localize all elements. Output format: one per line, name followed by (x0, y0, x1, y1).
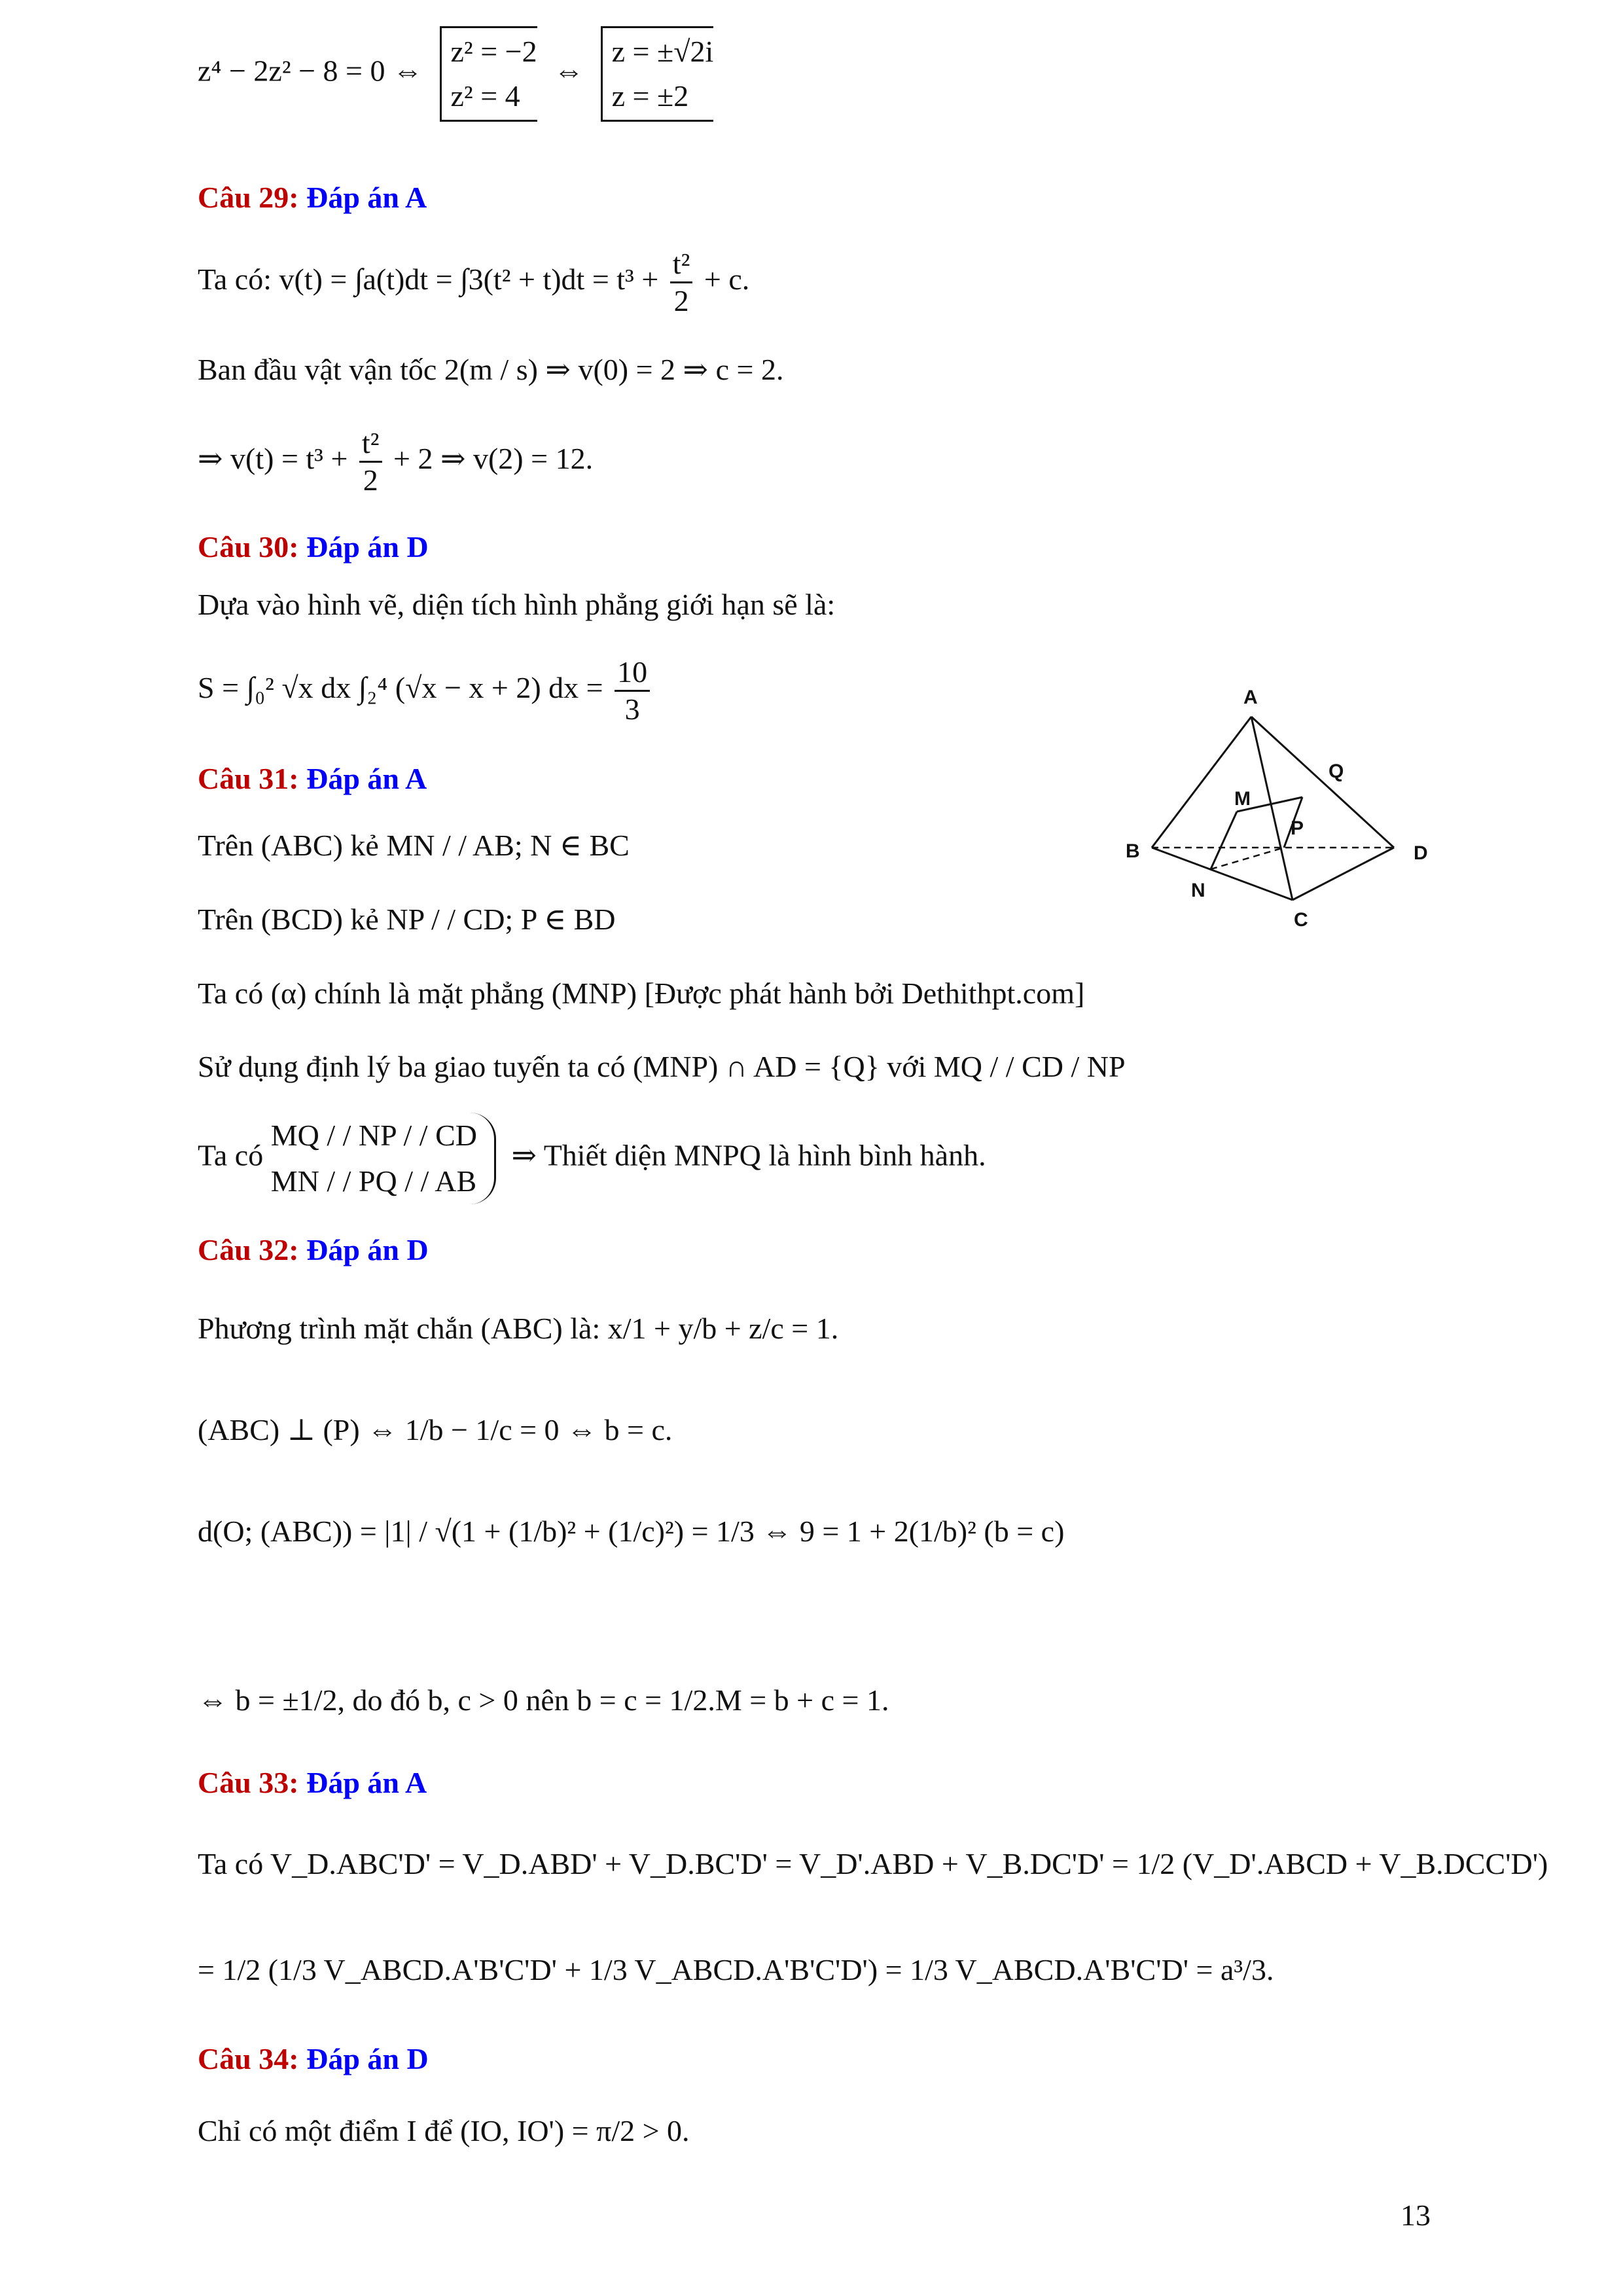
frac-num: t² (670, 246, 693, 283)
heading-q30 (198, 528, 429, 567)
q30-l2-text: S = ∫₀² √x dx ∫₂⁴ (√x − x + 2) dx = (198, 671, 603, 705)
heading-q32 (198, 1230, 429, 1270)
q32-line3: d(O; (ABC)) = |1| / √(1 + (1/b)² + (1/c)²) = 1/3 ⇔ 9 = 1 + 2(1/b)² (b = c) (198, 1515, 1065, 1548)
q29-answer: Đáp án A (306, 181, 427, 214)
q29-line3 (198, 425, 593, 498)
eq-sys2-row1: z = ±√2i (611, 35, 714, 68)
label-Q: Q (1329, 761, 1344, 782)
q31-line3: Ta có (α) chính là mặt phẳng (MNP) [Được phát hành bởi Dethithpt.com] (198, 977, 1085, 1010)
q30-line2 (198, 655, 654, 727)
tetrahedron-figure (1106, 674, 1459, 936)
q31-system (271, 1113, 496, 1204)
label-N: N (1191, 880, 1205, 901)
q29-l1-text: Ta có: v(t) = ∫a(t)dt = ∫3(t² + t)dt = t³ + (198, 262, 659, 296)
frac-den: 3 (624, 692, 640, 726)
edge-AB (1152, 717, 1251, 848)
eq-lhs: z⁴ − 2z² − 8 = 0 ⇔ (198, 54, 423, 88)
frac-den: 2 (673, 284, 689, 317)
q34-label: Câu 34: (198, 2042, 299, 2075)
equation-top (198, 26, 722, 122)
eq-sys1-row2: z² = 4 (450, 79, 520, 113)
q32-line4: ⇔ b = ±1/2, do đó b, c > 0 nên b = c = 1/2.M = b + c = 1. (198, 1683, 889, 1717)
heading-q34 (198, 2039, 429, 2079)
page-number: 13 (1400, 2198, 1431, 2232)
q30-label: Câu 30: (198, 530, 299, 564)
segment-NP-hidden (1211, 848, 1284, 869)
label-B: B (1126, 840, 1140, 862)
frac-num: t² (359, 425, 382, 463)
label-C: C (1294, 909, 1308, 931)
q33-answer: Đáp án A (306, 1766, 427, 1799)
heading-q33 (198, 1763, 427, 1803)
q31-line4: Sử dụng định lý ba giao tuyến ta có (MNP) ∩ AD = {Q} với MQ / / CD / NP (198, 1050, 1126, 1083)
q29-l3-fraction (359, 425, 382, 498)
q34-line1: Chỉ có một điểm I để (IO, IO') = π/2 > 0. (198, 2114, 690, 2147)
q34-answer: Đáp án D (306, 2042, 429, 2075)
q29-l3-text: ⇒ v(t) = t³ + (198, 442, 348, 476)
q30-line1: Dựa vào hình vẽ, diện tích hình phẳng giới hạn sẽ là: (198, 588, 836, 621)
edge-BC (1152, 848, 1293, 900)
edge-CD (1293, 848, 1394, 900)
q30-answer: Đáp án D (306, 530, 429, 564)
q32-line2: (ABC) ⊥ (P) ⇔ 1/b − 1/c = 0 ⇔ b = c. (198, 1413, 673, 1446)
q31-sys-row1: MQ / / NP / / CD (270, 1119, 477, 1152)
q33-line2: = 1/2 (1/3 V_ABCD.A'B'C'D' + 1/3 V_ABCD.A'B'C'D') = 1/3 V_ABCD.A'B'C'D' = a³/3. (198, 1953, 1274, 1986)
label-D: D (1414, 842, 1428, 864)
q32-answer: Đáp án D (306, 1233, 429, 1266)
eq-system-2 (601, 26, 714, 122)
heading-q29 (198, 178, 427, 217)
q31-answer: Đáp án A (306, 762, 427, 795)
q31-line5 (198, 1113, 986, 1204)
q31-line2: Trên (BCD) kẻ NP / / CD; P ∈ BD (198, 903, 616, 936)
frac-den: 2 (363, 463, 378, 497)
q29-label: Câu 29: (198, 181, 299, 214)
label-M: M (1234, 788, 1251, 810)
q29-line1 (198, 246, 749, 319)
eq-sys2-row2: z = ±2 (611, 79, 689, 113)
q32-line1: Phương trình mặt chắn (ABC) là: x/1 + y/b + z/c = 1. (198, 1312, 839, 1345)
segment-MN (1211, 812, 1237, 869)
q33-line1: Ta có V_D.ABC'D' = V_D.ABD' + V_D.BC'D' = V_D'.ABD + V_B.DC'D' = 1/2 (V_D'.ABCD + V_B.DCC'D') (198, 1847, 1548, 1880)
edge-AD (1251, 717, 1394, 848)
q29-l3-suffix: + 2 ⇒ v(2) = 12. (393, 442, 594, 476)
q31-l5-suffix: ⇒ Thiết diện MNPQ là hình bình hành. (511, 1138, 986, 1172)
q29-line2: Ban đầu vật vận tốc 2(m / s) ⇒ v(0) = 2 ⇒ c = 2. (198, 353, 784, 386)
q31-l5-prefix: Ta có (198, 1138, 264, 1172)
q31-label: Câu 31: (198, 762, 299, 795)
frac-num: 10 (615, 655, 650, 692)
edge-AC (1251, 717, 1293, 900)
label-A: A (1243, 687, 1258, 708)
eq-arrow: ⇔ (554, 54, 584, 88)
q29-l1-fraction (670, 246, 693, 319)
heading-q31 (198, 759, 427, 798)
q31-line1: Trên (ABC) kẻ MN / / AB; N ∈ BC (198, 829, 630, 862)
label-P: P (1291, 817, 1304, 839)
eq-system-1 (440, 26, 537, 122)
q32-label: Câu 32: (198, 1233, 299, 1266)
q30-l2-fraction (615, 655, 650, 727)
eq-sys1-row1: z² = −2 (450, 35, 537, 68)
q29-l1-suffix: + c. (704, 262, 750, 296)
q33-label: Câu 33: (198, 1766, 299, 1799)
q31-sys-row2: MN / / PQ / / AB (270, 1164, 477, 1198)
